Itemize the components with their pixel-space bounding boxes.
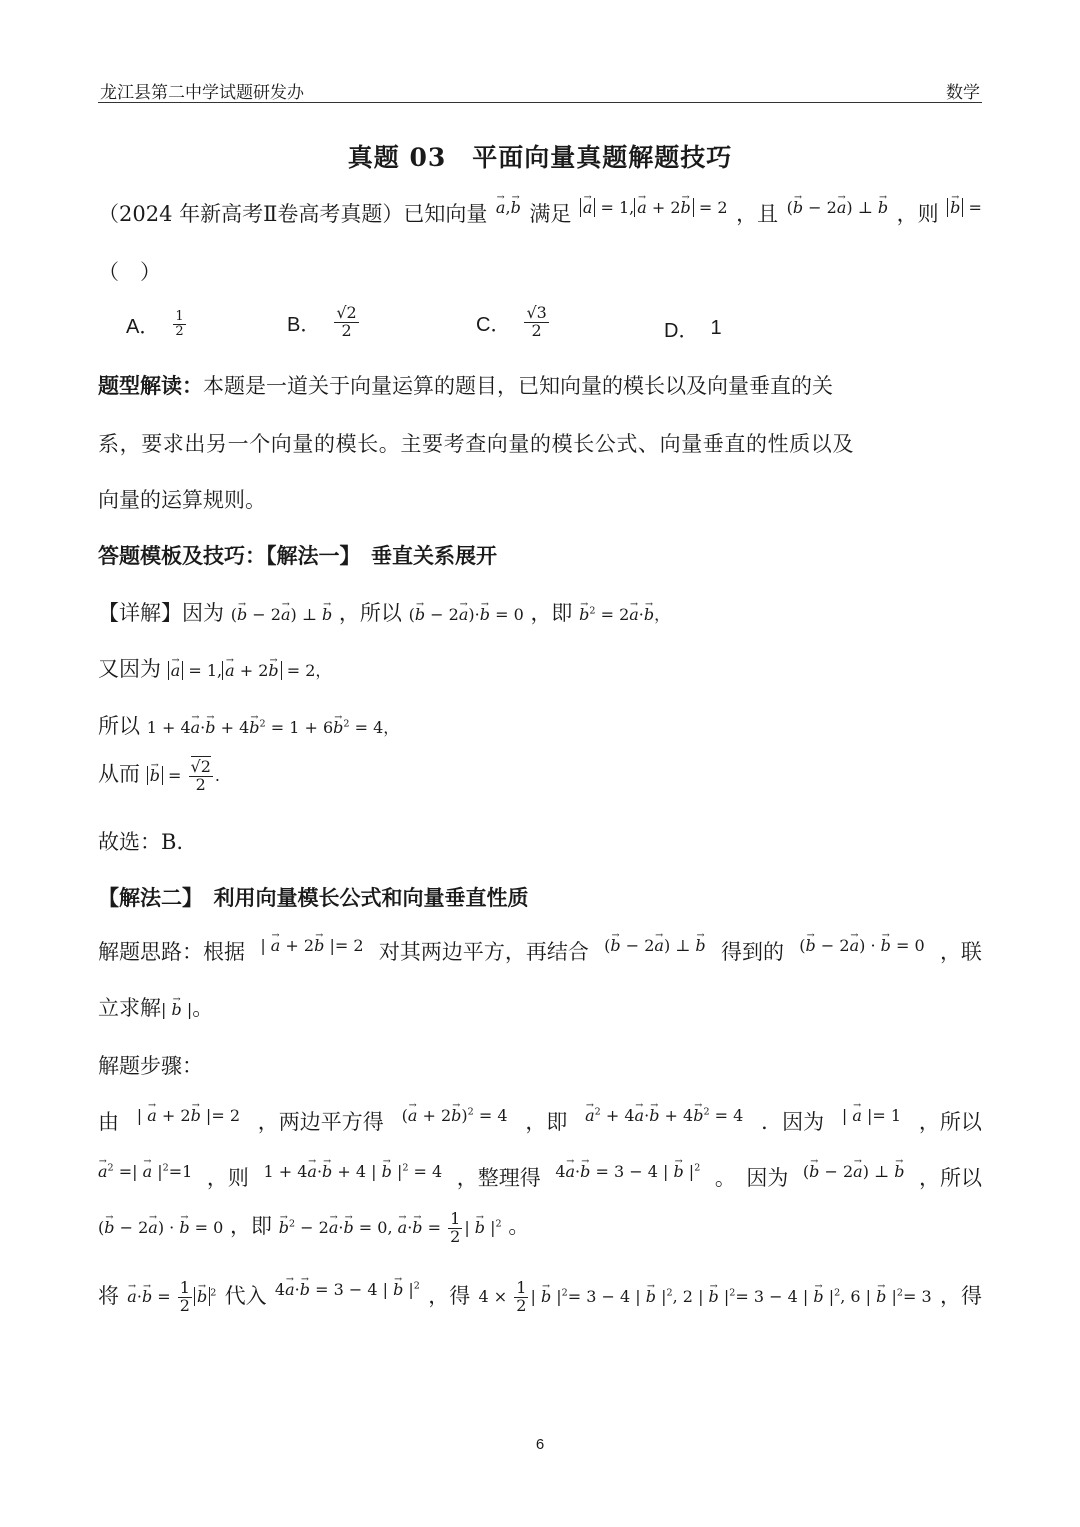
method1-hence: 从而 → b = $\frac{√2}{2}$ . — [98, 758, 982, 794]
method2-steps-label: 解题步骤： — [98, 1054, 203, 1078]
interpret-line-1: 题型解读：本题是一道关于向量运算的题目，已知向量的模长以及向量垂直的关 — [98, 373, 833, 398]
method2-step-3: (→ b − 2→ a) · → b = 0 ，即 → $b^2 - 2\to a\cdot\to b = 0$, → a·→ b = $\frac{1}{2}$ | → b $|^2$ 。 — [98, 1210, 982, 1246]
method1-heading: 答题模板及技巧：【解法一】 垂直关系展开 — [98, 543, 497, 568]
method2-heading: 【解法二】 利用向量模长公式和向量垂直性质 — [98, 885, 529, 910]
method2-step-4: 将 → a·→ b = $\frac{1}{2}$ → b $^2$ 代入 4→ a·→ b = 3 − 4 | → b $|^2$ ，得 4 × $\frac{1}{2}$ | → b $|^2= 3 - 4$ | → b $|^2$, 2 | → b $|^2= 3 - 4$ | → b $|^2$, 6 | → b $|^2= 3$ ，得 — [98, 1280, 982, 1315]
answer-blank: （ ） — [98, 260, 161, 284]
method1-choose: 故选：B. — [98, 830, 184, 854]
method2-idea-2: 立求解| → b |。 — [98, 992, 982, 1022]
method1-detail: 【详解】因为 (→ b − 2→ a) ⊥ → b ，所以 (→ b − 2→ a)·→ b = 0 ，即 → $b^2 = 2\to a\cdot\to b$， — [98, 597, 982, 627]
interpret-line-3: 向量的运算规则。 — [98, 488, 266, 512]
method1-so: 所以 $1 + 4\to a\cdot\to b + 4\to b^2 = 1 + 6\to b^2 = 4$， — [98, 710, 982, 740]
header-subject: 数学 — [946, 83, 980, 103]
header-school: 龙江县第二中学试题研发办 — [100, 83, 304, 103]
option-c: C． $\frac{√3}{2}$ — [476, 303, 547, 340]
method2-idea-1: 解题思路：根据 | → a + 2→ b |= 2 对其两边平方，再结合 (→ b − 2→ a) ⊥ → b 得到的 (→ b − 2→ a) · → b = 0 ，联 — [98, 936, 982, 966]
question-stem: （2024 年新高考Ⅱ卷高考真题）已知向量 → a,→ b 满足 → a = 1,→ a + 2→ b = 2 ，且 (→ b − 2→ a) ⊥ → b ，则 → b = — [98, 198, 982, 228]
page-header — [98, 78, 982, 103]
page-number: 6 — [535, 1436, 545, 1453]
interpret-line-2: 系，要求出另一个向量的模长。主要考查向量的模长公式、向量垂直的性质以及 — [98, 432, 854, 456]
method2-step-2: → $a^2$ =| → a $|^2=1$ ，则 1 + 4→ a·→ b + 4 | → b $|^2 = 4$ ，整理得 4→ a·→ b = 3 − 4 | → b $|^2$ 。 因为 (→ b − 2→ a) ⊥ → b ，所以 — [98, 1162, 982, 1192]
page-title: 真题 03 平面向量真题解题技巧 — [347, 143, 733, 172]
method1-also: 又因为 → a = 1,→ a + 2→ b = 2， — [98, 653, 982, 683]
option-a: A． $\frac{1}{2}$ — [126, 309, 184, 339]
option-b: B． $\frac{√2}{2}$ — [287, 303, 357, 340]
method2-step-1: 由 | → a + 2→ b |= 2 ，两边平方得 (→ a + 2→ b)$^2$ = 4 ，即 → $a^2 + 4\to a\cdot\to b + 4\to b^2 = 4$ ．因为 | → a |= 1 ，所以 — [98, 1106, 982, 1136]
option-d: D． 1 — [664, 317, 722, 342]
